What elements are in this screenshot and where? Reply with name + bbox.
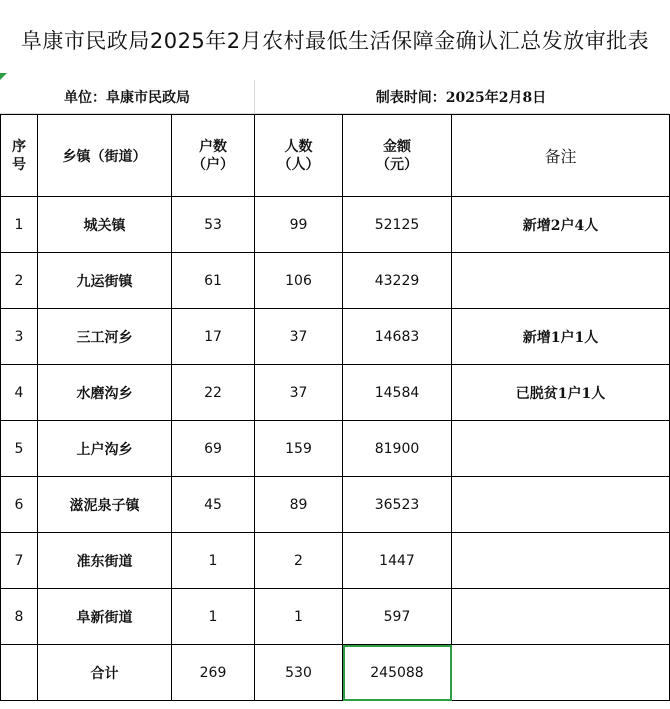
cell-people[interactable]: 159	[255, 421, 343, 477]
cell-town[interactable]: 准东街道	[38, 533, 172, 589]
cell-amount[interactable]: 52125	[343, 197, 452, 253]
total-row	[1, 645, 670, 701]
date-label: 制表时间：2025年2月8日	[375, 90, 547, 106]
cell-town[interactable]: 城关镇	[38, 197, 172, 253]
table-row	[1, 421, 670, 477]
table-row	[1, 365, 670, 421]
table-row	[1, 309, 670, 365]
cell-households[interactable]: 22	[172, 365, 255, 421]
cell-amount[interactable]: 36523	[343, 477, 452, 533]
header-town[interactable]: 乡镇（街道）	[38, 115, 172, 197]
cell-people[interactable]: 37	[255, 309, 343, 365]
cell-town[interactable]: 上户沟乡	[38, 421, 172, 477]
table-row	[1, 589, 670, 645]
header-households[interactable]: 户数（户）	[172, 115, 255, 197]
cell-amount[interactable]: 43229	[343, 253, 452, 309]
table-header-row	[1, 115, 670, 197]
cell-people[interactable]: 89	[255, 477, 343, 533]
cell-seq[interactable]: 4	[1, 365, 38, 421]
total-label[interactable]: 合计	[38, 645, 172, 701]
cell-households[interactable]: 61	[172, 253, 255, 309]
cell-amount[interactable]: 81900	[343, 421, 452, 477]
cell-amount[interactable]: 1447	[343, 533, 452, 589]
cell-people[interactable]: 106	[255, 253, 343, 309]
cell-households[interactable]: 1	[172, 533, 255, 589]
table-row	[1, 477, 670, 533]
sheet-title: 阜康市民政局2025年2月农村最低生活保障金确认汇总发放审批表	[20, 29, 650, 53]
cell-people[interactable]: 37	[255, 365, 343, 421]
cell-amount[interactable]: 14584	[343, 365, 452, 421]
cell-people[interactable]: 1	[255, 589, 343, 645]
cell-town[interactable]: 三工河乡	[38, 309, 172, 365]
cell-remark[interactable]	[452, 253, 670, 309]
cell-remark[interactable]	[452, 421, 670, 477]
cell-town[interactable]: 滋泥泉子镇	[38, 477, 172, 533]
cell-households[interactable]: 69	[172, 421, 255, 477]
cell-remark[interactable]: 已脱贫1户1人	[452, 365, 670, 421]
cell-seq[interactable]: 6	[1, 477, 38, 533]
cell-town[interactable]: 阜新街道	[38, 589, 172, 645]
cell-remark[interactable]: 新增1户1人	[452, 309, 670, 365]
cell-seq[interactable]: 1	[1, 197, 38, 253]
header-people[interactable]: 人数（人）	[255, 115, 343, 197]
cell-people[interactable]: 2	[255, 533, 343, 589]
header-seq[interactable]: 序号	[1, 115, 38, 197]
cell-households[interactable]: 45	[172, 477, 255, 533]
unit-label: 单位：阜康市民政局	[0, 80, 255, 114]
table-row	[1, 533, 670, 589]
cell-households[interactable]: 17	[172, 309, 255, 365]
cell-seq-empty[interactable]	[1, 645, 38, 701]
header-amount[interactable]: 金额（元）	[343, 115, 452, 197]
header-remark[interactable]: 备注	[452, 115, 670, 197]
cell-town[interactable]: 水磨沟乡	[38, 365, 172, 421]
cell-seq[interactable]: 8	[1, 589, 38, 645]
cell-remark[interactable]: 新增2户4人	[452, 197, 670, 253]
total-people[interactable]: 530	[255, 645, 343, 701]
cell-amount[interactable]: 14683	[343, 309, 452, 365]
table-row	[1, 197, 670, 253]
cell-seq[interactable]: 5	[1, 421, 38, 477]
cell-households[interactable]: 53	[172, 197, 255, 253]
cell-remark[interactable]	[452, 533, 670, 589]
cell-amount[interactable]: 597	[343, 589, 452, 645]
cell-households[interactable]: 1	[172, 589, 255, 645]
cell-seq[interactable]: 2	[1, 253, 38, 309]
table-row	[1, 253, 670, 309]
total-households[interactable]: 269	[172, 645, 255, 701]
cell-seq[interactable]: 7	[1, 533, 38, 589]
cell-town[interactable]: 九运街镇	[38, 253, 172, 309]
cell-corner-marker	[0, 73, 7, 80]
cell-remark[interactable]	[452, 477, 670, 533]
cell-remark-empty[interactable]	[452, 645, 670, 701]
approval-table	[0, 114, 670, 701]
cell-people[interactable]: 99	[255, 197, 343, 253]
cell-seq[interactable]: 3	[1, 309, 38, 365]
cell-remark[interactable]	[452, 589, 670, 645]
total-amount-selected-cell[interactable]: 245088	[343, 645, 452, 701]
